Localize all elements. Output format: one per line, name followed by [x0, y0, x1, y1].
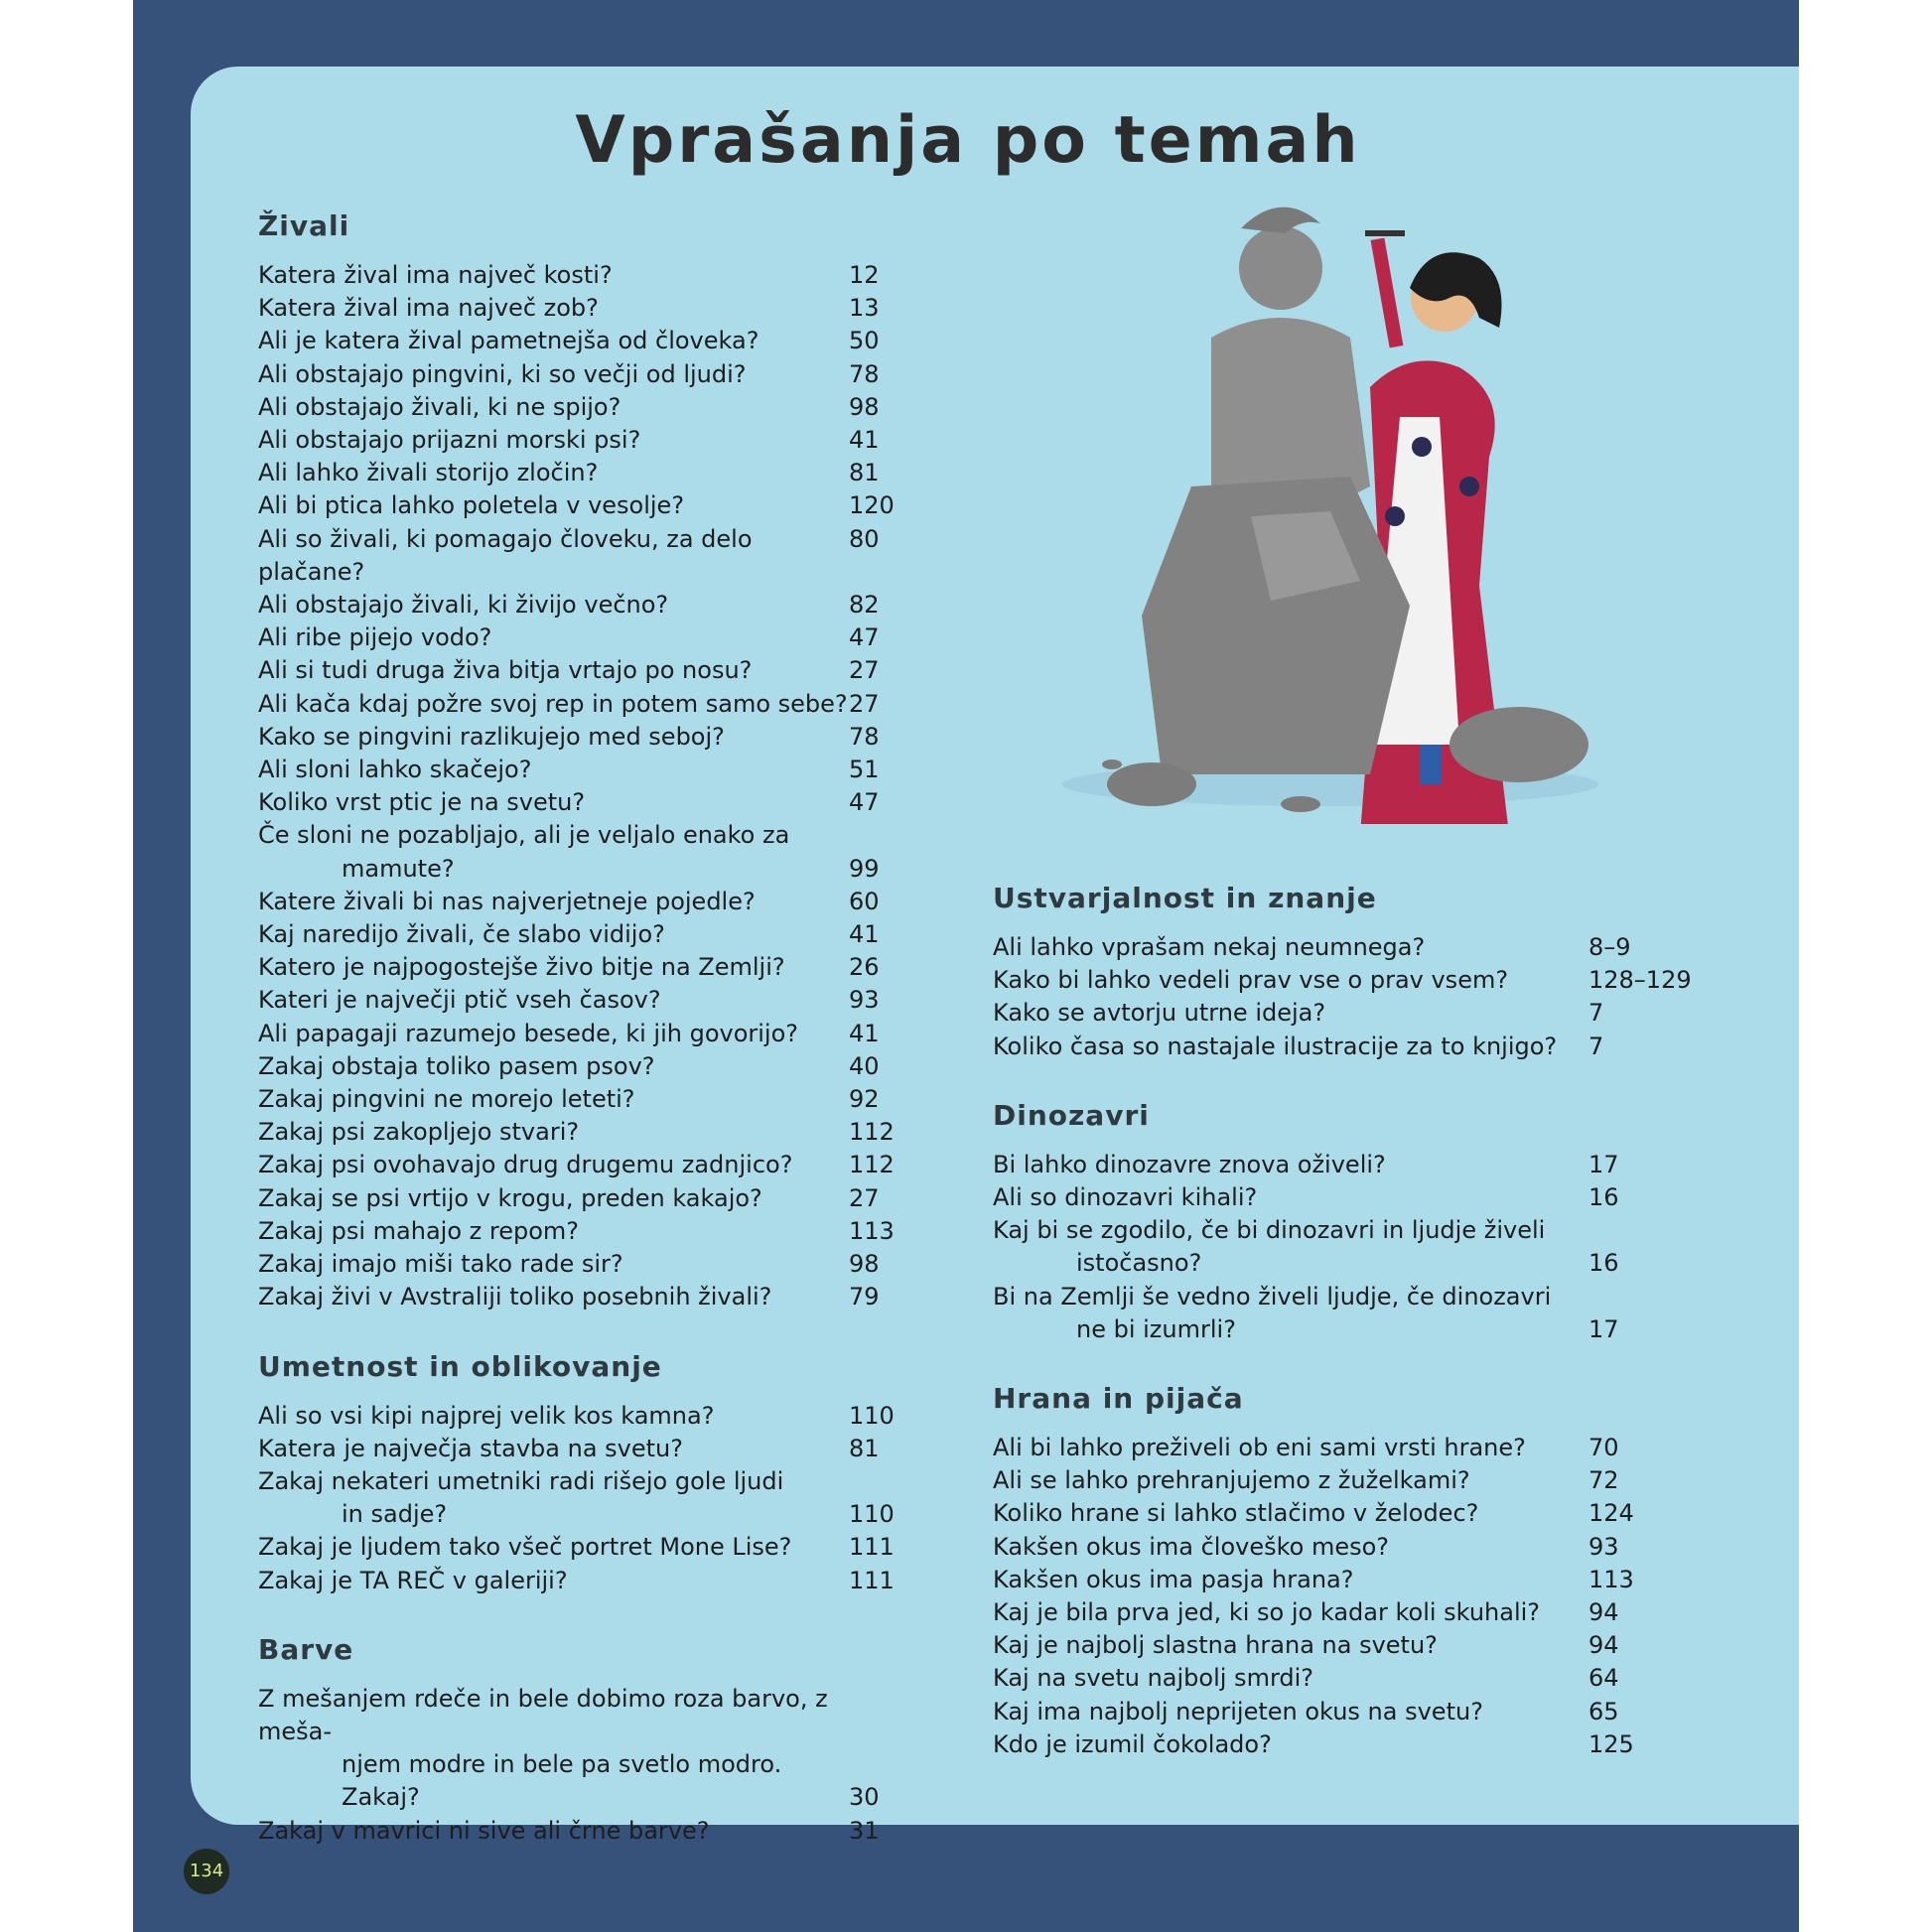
index-entry — [258, 489, 913, 522]
question-line: Ali lahko živali storijo zločin? — [258, 459, 599, 487]
page-reference: 8–9 — [1588, 933, 1631, 961]
question-line: Ali sloni lahko skačejo? — [258, 756, 532, 784]
question-text — [258, 325, 849, 357]
index-entry — [258, 1465, 913, 1531]
right-column — [993, 876, 1708, 1761]
index-entry — [993, 1662, 1708, 1695]
question-text — [258, 1683, 849, 1815]
question-line: Ali ribe pijejo vodo? — [258, 623, 492, 652]
page-reference: 78 — [849, 359, 880, 388]
question-line: Kako se avtorju utrne ideja? — [993, 999, 1326, 1028]
index-entry — [258, 1248, 913, 1281]
question-line: Koliko časa so nastajale ilustracije za to knjigo? — [993, 1032, 1558, 1060]
page-reference: 125 — [1588, 1729, 1634, 1758]
question-text — [258, 1531, 849, 1564]
index-entry — [258, 1531, 913, 1564]
question-line: Ali so dinozavri kihali? — [993, 1183, 1258, 1212]
section — [993, 1376, 1708, 1761]
index-entry — [993, 1596, 1708, 1629]
section-title: Hrana in pijača — [993, 1382, 1244, 1416]
question-line-continued: mamute? — [342, 854, 455, 883]
question-text — [258, 1400, 849, 1433]
question-line: Zakaj je TA REČ v galeriji? — [258, 1566, 568, 1594]
question-line: Ali bi lahko preživeli ob eni sami vrsti hrane? — [993, 1434, 1526, 1462]
question-line: Ali je katera žival pametnejša od človeka? — [258, 327, 759, 355]
question-text — [258, 259, 849, 292]
index-entry — [258, 819, 913, 885]
page-reference: 60 — [849, 887, 880, 915]
index-entry — [993, 1629, 1708, 1662]
question-line: Zakaj se psi vrtijo v krogu, preden kakajo? — [258, 1183, 762, 1212]
index-entry — [993, 1497, 1708, 1530]
question-line: Bi na Zemlji še vedno živeli ljudje, če dinozavri — [993, 1282, 1552, 1311]
question-line: Kaj bi se zgodilo, če bi dinozavri in ljudje živeli — [993, 1216, 1546, 1245]
index-entry — [258, 886, 913, 918]
page-reference: 113 — [1588, 1565, 1634, 1593]
question-line: Koliko hrane si lahko stlačimo v želodec? — [993, 1499, 1479, 1528]
page-reference: 70 — [1588, 1434, 1619, 1462]
section-title: Živali — [258, 209, 350, 242]
question-text — [258, 589, 849, 621]
index-entry — [258, 1400, 913, 1433]
index-entry — [258, 391, 913, 424]
index-entry — [258, 1433, 913, 1465]
page-reference: 81 — [849, 1434, 880, 1462]
index-entry — [258, 424, 913, 457]
question-text — [258, 819, 849, 885]
question-text — [258, 1248, 849, 1281]
question-text — [258, 951, 849, 984]
question-text — [993, 1464, 1588, 1497]
question-line: Zakaj psi ovohavajo drug drugemu zadnjico? — [258, 1151, 793, 1179]
index-entry — [993, 1464, 1708, 1497]
question-text — [258, 688, 849, 721]
index-entry — [258, 1050, 913, 1083]
section-title: Barve — [258, 1632, 354, 1666]
page-reference: 17 — [1588, 1314, 1619, 1343]
index-entry — [993, 997, 1708, 1030]
question-text — [258, 654, 849, 687]
page-reference: 98 — [849, 1250, 880, 1279]
index-entry — [993, 1531, 1708, 1564]
question-text — [258, 1465, 849, 1531]
question-line: Zakaj živi v Avstraliji toliko posebnih živali? — [258, 1283, 772, 1311]
question-line: Ali papagaji razumejo besede, ki jih govorijo? — [258, 1019, 799, 1047]
question-line: Zakaj je ljudem tako všeč portret Mone Lise? — [258, 1533, 792, 1562]
question-line: Zakaj v mavrici ni sive ali črne barve? — [258, 1816, 710, 1845]
question-text — [993, 1564, 1588, 1596]
question-text — [993, 1728, 1588, 1761]
section-gap — [258, 1314, 913, 1344]
index-entry — [258, 1018, 913, 1050]
question-line: Ali kača kdaj požre svoj rep in potem samo sebe? — [258, 689, 848, 718]
index-entry — [993, 1696, 1708, 1728]
question-line: Katere živali bi nas najverjetneje pojedle? — [258, 887, 756, 915]
question-text — [258, 1083, 849, 1116]
page-reference: 79 — [849, 1283, 880, 1311]
page-reference: 111 — [849, 1566, 895, 1594]
page-reference: 80 — [849, 524, 880, 553]
page-reference: 41 — [849, 1019, 880, 1047]
index-entry — [993, 1149, 1708, 1181]
question-line: Katero je najpogostejše živo bitje na Zemlji? — [258, 953, 785, 982]
question-text — [258, 1050, 849, 1083]
question-line: Kaj je bila prva jed, ki so jo kadar koli skuhali? — [993, 1598, 1541, 1627]
index-entry — [258, 951, 913, 984]
section-title: Umetnost in oblikovanje — [258, 1349, 662, 1383]
question-line: Ali obstajajo pingvini, ki so večji od ljudi? — [258, 359, 747, 388]
question-line: Zakaj psi mahajo z repom? — [258, 1216, 580, 1245]
index-entry — [258, 1281, 913, 1313]
question-text — [258, 1182, 849, 1215]
question-text — [258, 1215, 849, 1248]
page-reference: 30 — [849, 1783, 880, 1812]
page-reference: 16 — [1588, 1249, 1619, 1278]
question-line: Bi lahko dinozavre znova oživeli? — [993, 1150, 1386, 1178]
question-line: Ali obstajajo živali, ki živijo večno? — [258, 591, 669, 620]
question-line: Kaj naredijo živali, če slabo vidijo? — [258, 920, 665, 949]
question-line: Ali si tudi druga živa bitja vrtajo po nosu? — [258, 656, 753, 685]
index-entry — [993, 1281, 1708, 1346]
question-text — [993, 1596, 1588, 1629]
index-entry — [258, 754, 913, 786]
question-text — [258, 886, 849, 918]
page-reference: 92 — [849, 1085, 880, 1114]
question-line-continued: ne bi izumrli? — [1076, 1314, 1236, 1343]
question-line: Zakaj pingvini ne morejo leteti? — [258, 1085, 635, 1114]
index-entry — [258, 1215, 913, 1248]
question-text — [258, 292, 849, 325]
index-entry — [258, 786, 913, 819]
section-gap — [258, 1597, 913, 1627]
page-reference: 27 — [849, 689, 880, 718]
left-column — [258, 204, 913, 1848]
question-text — [258, 1149, 849, 1181]
page-reference: 78 — [849, 722, 880, 751]
question-text — [993, 1281, 1588, 1346]
index-entry — [258, 984, 913, 1017]
question-line-continued: istočasno? — [1076, 1249, 1202, 1278]
question-text — [258, 358, 849, 391]
page-reference: 31 — [849, 1816, 880, 1845]
page-reference: 47 — [849, 623, 880, 652]
page-reference: 81 — [849, 459, 880, 487]
section-gap — [993, 1346, 1708, 1376]
page-reference: 16 — [1588, 1183, 1619, 1212]
question-text — [258, 523, 849, 589]
page-reference: 50 — [849, 327, 880, 355]
section — [993, 1093, 1708, 1346]
page-reference: 94 — [1588, 1631, 1619, 1660]
question-line: Ali obstajajo živali, ki ne spijo? — [258, 392, 621, 421]
index-entry — [258, 1083, 913, 1116]
question-text — [993, 1531, 1588, 1564]
question-line: Kako se pingvini razlikujejo med seboj? — [258, 722, 725, 751]
index-entry — [258, 325, 913, 357]
index-entry — [258, 523, 913, 589]
page-reference: 72 — [1588, 1466, 1619, 1495]
page-reference: 7 — [1588, 1032, 1604, 1060]
question-text — [258, 918, 849, 951]
index-entry — [993, 1564, 1708, 1596]
question-text — [258, 457, 849, 489]
section-title: Ustvarjalnost in znanje — [993, 882, 1377, 914]
question-line: Kakšen okus ima pasja hrana? — [993, 1565, 1354, 1593]
page-reference: 112 — [849, 1151, 895, 1179]
question-line: Katera je največja stavba na svetu? — [258, 1434, 683, 1462]
page-reference: 111 — [849, 1533, 895, 1562]
page-reference: 98 — [849, 392, 880, 421]
question-text — [993, 1181, 1588, 1214]
page-reference: 82 — [849, 591, 880, 620]
section — [993, 876, 1708, 1063]
question-text — [993, 964, 1588, 997]
page-reference: 64 — [1588, 1664, 1619, 1693]
index-entry — [258, 589, 913, 621]
question-line: Kateri je največji ptič vseh časov? — [258, 986, 661, 1015]
question-line: Kako bi lahko vedeli prav vse o prav vsem? — [993, 966, 1509, 995]
page-reference: 26 — [849, 953, 880, 982]
index-entry — [993, 964, 1708, 997]
question-text — [993, 1629, 1588, 1662]
page-reference: 17 — [1588, 1150, 1619, 1178]
question-text — [993, 1662, 1588, 1695]
question-text — [258, 1815, 849, 1848]
index-entry — [258, 621, 913, 654]
question-line: Koliko vrst ptic je na svetu? — [258, 788, 586, 817]
page-reference: 27 — [849, 656, 880, 685]
question-line: Ali so vsi kipi najprej velik kos kamna? — [258, 1401, 715, 1430]
page-reference: 128–129 — [1588, 966, 1692, 995]
index-entry — [258, 1683, 913, 1815]
page-reference: 120 — [849, 491, 895, 520]
question-text — [993, 1214, 1588, 1280]
question-text — [993, 1149, 1588, 1181]
question-text — [258, 1433, 849, 1465]
question-text — [258, 786, 849, 819]
question-line: Katera žival ima največ kosti? — [258, 261, 613, 289]
page-reference: 110 — [849, 1401, 895, 1430]
question-line: Če sloni ne pozabljajo, ali je veljalo enako za — [258, 821, 790, 850]
question-text — [993, 931, 1588, 964]
question-line: Zakaj nekateri umetniki radi rišejo gole ljudi — [258, 1466, 784, 1495]
page-title: Vprašanja po temah — [575, 103, 1361, 178]
index-entry — [258, 1116, 913, 1149]
page-reference: 27 — [849, 1183, 880, 1212]
index-entry — [993, 1432, 1708, 1464]
question-text — [258, 721, 849, 754]
page-reference: 124 — [1588, 1499, 1634, 1528]
question-text — [993, 1497, 1588, 1530]
index-entry — [258, 654, 913, 687]
page-reference: 93 — [1588, 1532, 1619, 1561]
question-line: Ali lahko vprašam nekaj neumnega? — [993, 933, 1426, 961]
index-entry — [258, 259, 913, 292]
index-entry — [993, 1728, 1708, 1761]
question-text — [258, 489, 849, 522]
question-text — [258, 1116, 849, 1149]
index-entry — [993, 931, 1708, 964]
question-line: Kdo je izumil čokolado? — [993, 1729, 1272, 1758]
sculptor-illustration — [1052, 189, 1608, 824]
index-entry — [258, 1182, 913, 1215]
page-number: 134 — [184, 1849, 229, 1894]
question-text — [258, 1018, 849, 1050]
index-entry — [258, 688, 913, 721]
question-line: Ali so živali, ki pomagajo človeku, za delo plačane? — [258, 524, 753, 586]
index-entry — [258, 457, 913, 489]
index-entry — [258, 1565, 913, 1597]
question-line: Katera žival ima največ zob? — [258, 294, 599, 323]
section — [258, 1344, 913, 1597]
question-text — [993, 1031, 1588, 1063]
question-text — [258, 1281, 849, 1313]
question-text — [258, 984, 849, 1017]
page-reference: 110 — [849, 1500, 895, 1529]
page-reference: 41 — [849, 920, 880, 949]
index-entry — [258, 721, 913, 754]
question-text — [258, 621, 849, 654]
page-reference: 94 — [1588, 1598, 1619, 1627]
section-gap — [993, 1063, 1708, 1093]
page-reference: 112 — [849, 1118, 895, 1147]
question-line: Zakaj psi zakopljejo stvari? — [258, 1118, 580, 1147]
page-reference: 13 — [849, 294, 880, 323]
section — [258, 204, 913, 1314]
question-line: Kaj je najbolj slastna hrana na svetu? — [993, 1631, 1438, 1660]
question-text — [993, 997, 1588, 1030]
index-entry — [258, 292, 913, 325]
page-reference: 41 — [849, 426, 880, 455]
page-reference: 65 — [1588, 1697, 1619, 1725]
page-reference: 7 — [1588, 999, 1604, 1028]
index-entry — [258, 358, 913, 391]
question-line: Zakaj obstaja toliko pasem psov? — [258, 1051, 655, 1080]
index-entry — [993, 1181, 1708, 1214]
page-reference: 12 — [849, 261, 880, 289]
question-line: Ali obstajajo prijazni morski psi? — [258, 426, 641, 455]
page-reference: 113 — [849, 1216, 895, 1245]
question-line: Zakaj imajo miši tako rade sir? — [258, 1250, 623, 1279]
question-line-continued: in sadje? — [342, 1500, 448, 1529]
question-line: Kaj ima najbolj neprijeten okus na svetu? — [993, 1697, 1483, 1725]
question-text — [258, 754, 849, 786]
question-text — [993, 1696, 1588, 1728]
page-reference: 40 — [849, 1051, 880, 1080]
section — [258, 1627, 913, 1848]
question-line: Z mešanjem rdeče in bele dobimo roza barvo, z meša- — [258, 1684, 828, 1745]
index-entry — [258, 1815, 913, 1848]
question-line: Ali se lahko prehranjujemo z žuželkami? — [993, 1466, 1470, 1495]
index-entry — [993, 1031, 1708, 1063]
question-text — [258, 391, 849, 424]
index-entry — [258, 1149, 913, 1181]
section-title: Dinozavri — [993, 1098, 1150, 1132]
page-reference: 47 — [849, 788, 880, 817]
question-text — [258, 424, 849, 457]
page-reference: 51 — [849, 756, 880, 784]
question-line: Kakšen okus ima človeško meso? — [993, 1532, 1390, 1561]
question-line-continued: njem modre in bele pa svetlo modro. Zakaj? — [342, 1750, 782, 1812]
question-text — [258, 1565, 849, 1597]
index-entry — [258, 918, 913, 951]
question-line: Kaj na svetu najbolj smrdi? — [993, 1664, 1314, 1693]
question-text — [993, 1432, 1588, 1464]
page-reference: 99 — [849, 854, 880, 883]
index-entry — [993, 1214, 1708, 1280]
question-line: Ali bi ptica lahko poletela v vesolje? — [258, 491, 685, 520]
page-reference: 93 — [849, 986, 880, 1015]
